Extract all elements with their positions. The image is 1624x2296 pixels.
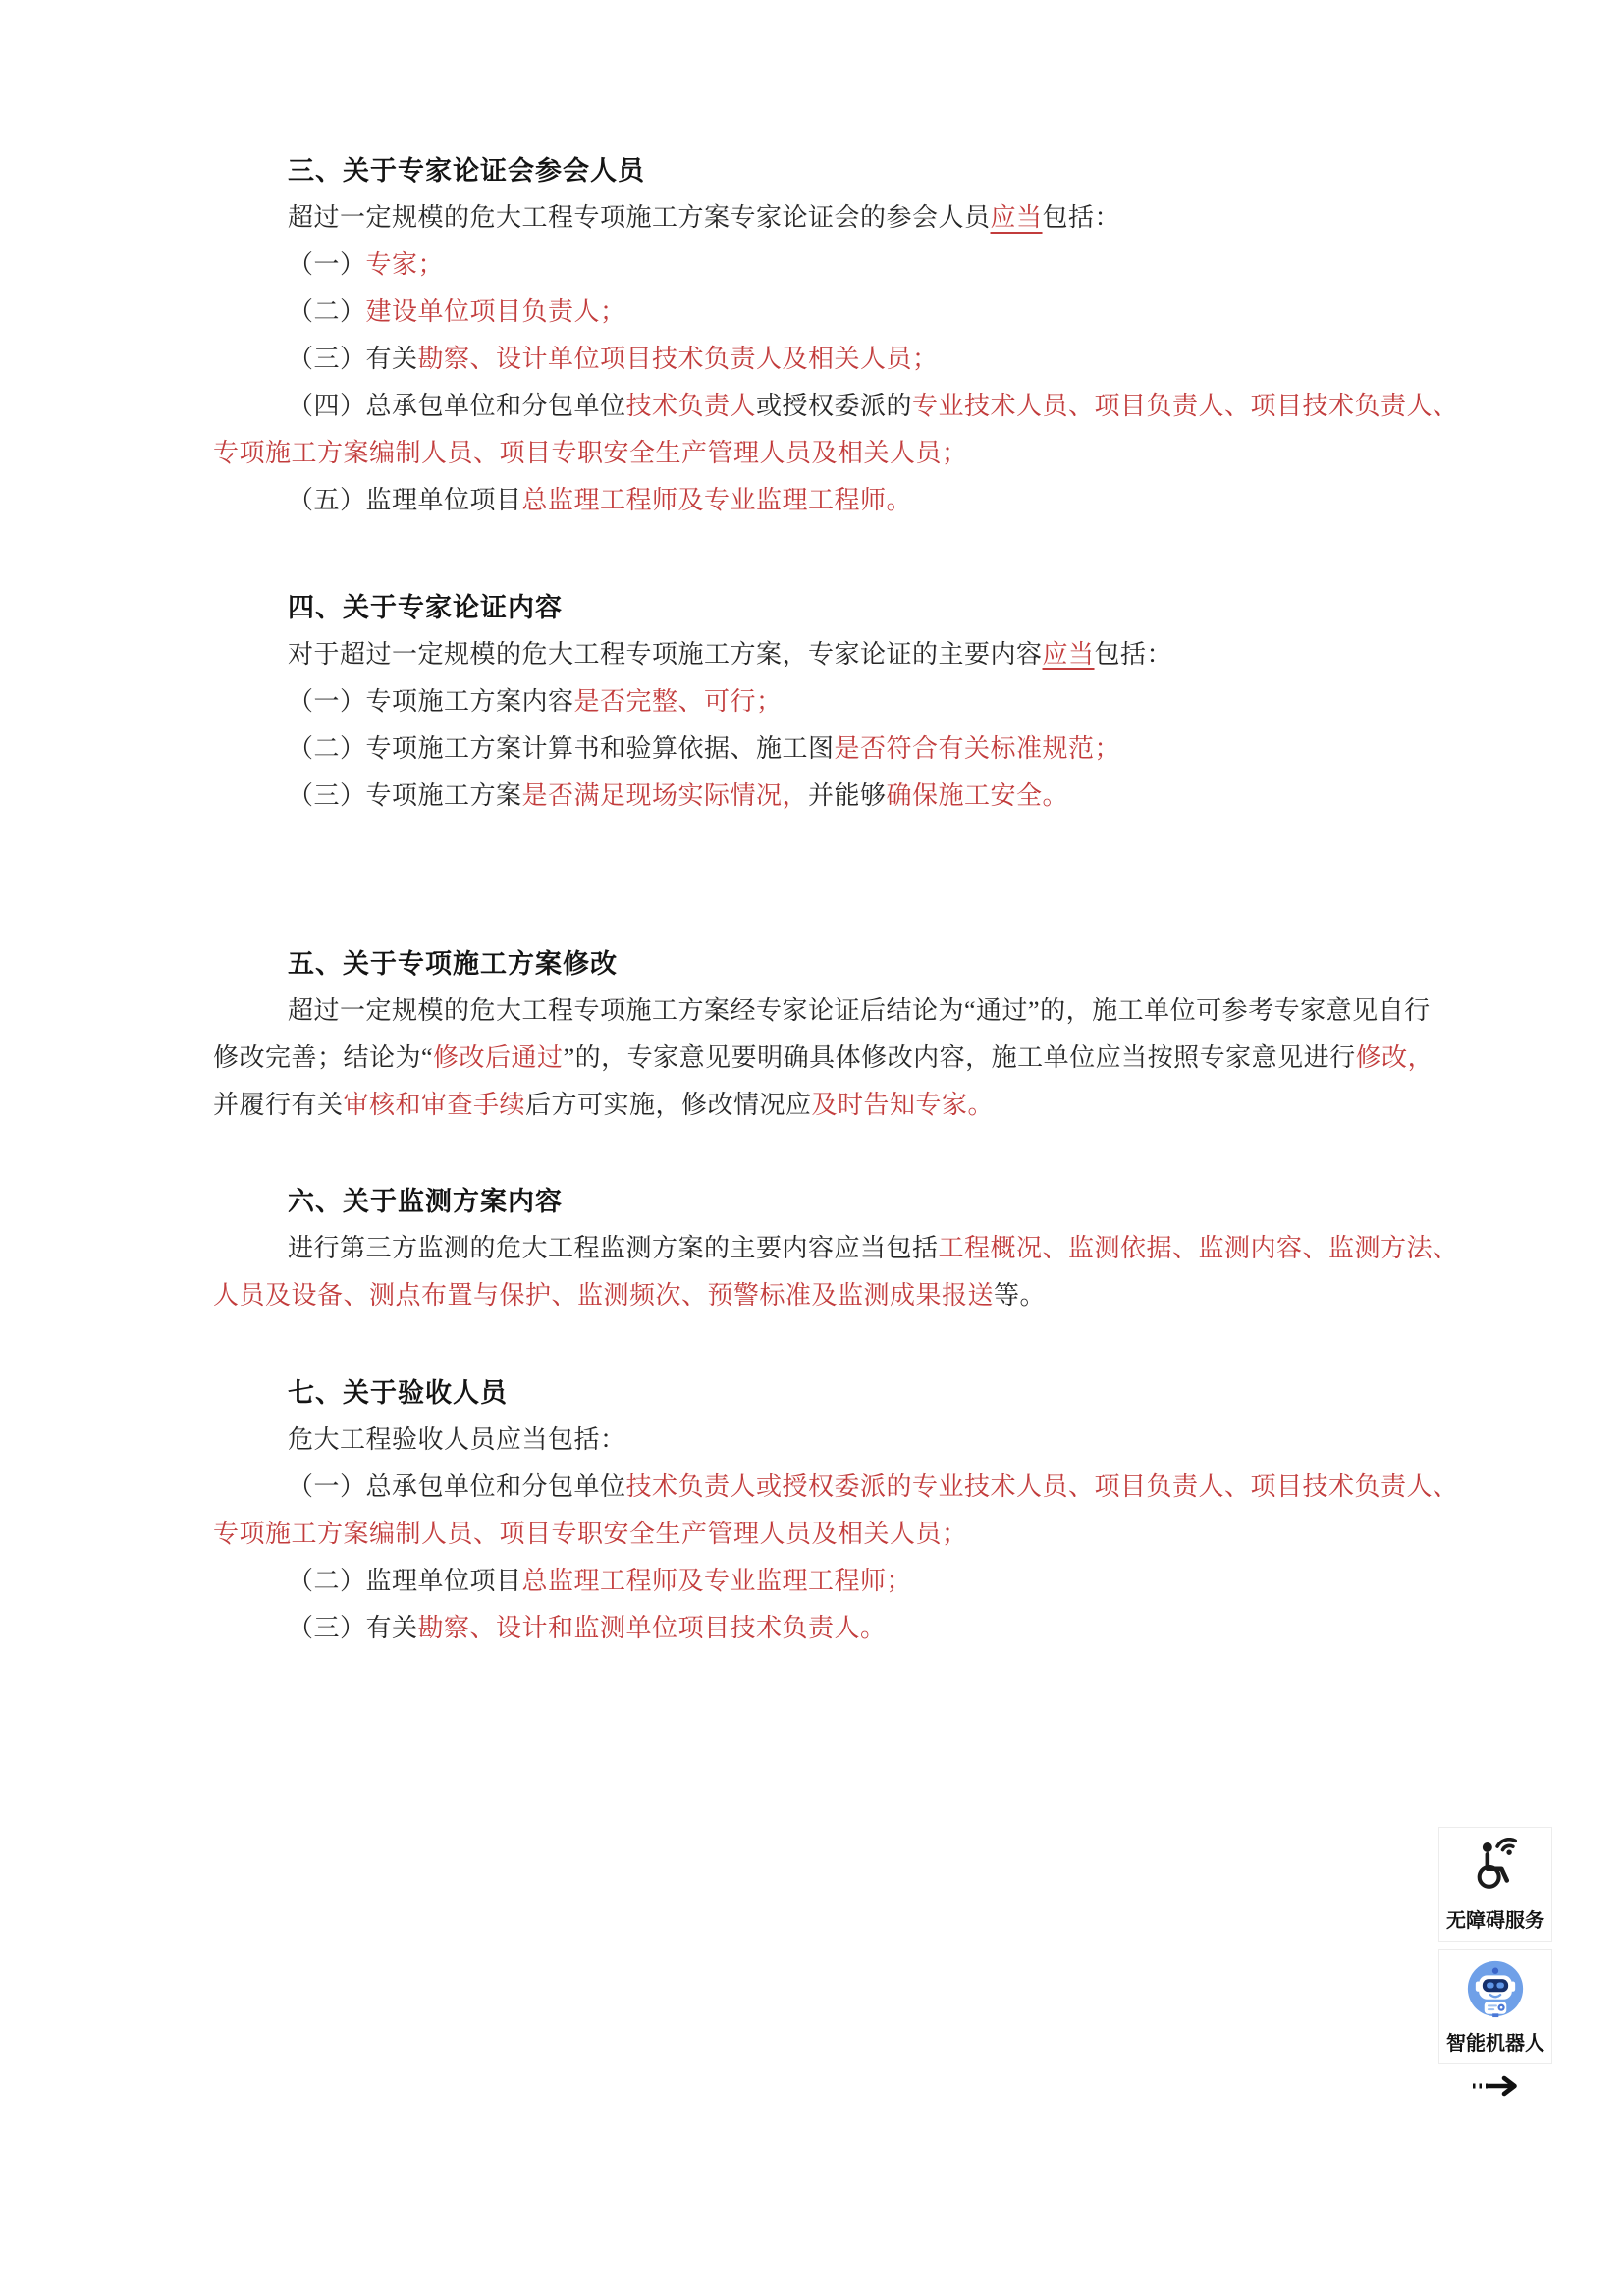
doc-section	[213, 1178, 1509, 1319]
body-text: 包括：	[1094, 640, 1173, 668]
highlighted-text: 应当	[990, 203, 1043, 232]
body-text: ”的，专家意见要明确具体修改内容，施工单位应当按照专家意见进行	[563, 1043, 1356, 1072]
body-text: （三）专项施工方案	[288, 781, 522, 810]
section4-item-2	[213, 725, 1509, 773]
highlighted-text: 专家；	[365, 250, 445, 279]
doc-section	[213, 584, 1509, 820]
body-text: 对于超过一定规模的危大工程专项施工方案，专家论证的主要内容	[288, 640, 1043, 668]
section3-item-1	[213, 241, 1509, 289]
body-text: （四）总承包单位和分包单位	[288, 392, 626, 420]
highlighted-text: 技术负责人	[625, 392, 757, 420]
highlighted-text: 专业技术人员、项目负责人、项目技术负责人、	[912, 392, 1459, 420]
body-text: 并能够	[808, 781, 887, 810]
doc-section	[213, 940, 1509, 1129]
wheelchair-signal-icon	[1465, 1836, 1526, 1896]
section7-item-2	[213, 1558, 1509, 1605]
body-text: 并履行有关	[213, 1091, 344, 1119]
body-text: 等。	[994, 1281, 1047, 1309]
highlighted-text: 总监理工程师及专业监理工程师；	[521, 1567, 913, 1595]
section7-item-1	[213, 1464, 1509, 1558]
section7-item-3	[213, 1605, 1509, 1652]
highlighted-text: 应当	[1042, 640, 1095, 668]
robot-widget-label: 智能机器人	[1446, 2033, 1544, 2055]
section-heading: 七、关于验收人员	[288, 1378, 508, 1408]
highlighted-text: 勘察、设计和监测单位项目技术负责人。	[417, 1614, 887, 1642]
section-heading: 五、关于专项施工方案修改	[288, 949, 618, 979]
highlighted-text: 确保施工安全。	[886, 781, 1069, 810]
highlighted-text: 人员及设备、测点布置与保护、监测频次、预警标准及监测成果报送	[213, 1281, 995, 1309]
section7-intro	[213, 1416, 1509, 1464]
section3-item-2	[213, 289, 1509, 336]
body-text: （五）监理单位项目	[288, 486, 522, 514]
highlighted-text: 修改后通过	[433, 1043, 564, 1072]
highlighted-text: 专项施工方案编制人员、项目专职安全生产管理人员及相关人员；	[213, 1520, 968, 1548]
document-content	[213, 147, 1509, 1652]
collapse-widgets-arrow-button[interactable]	[1470, 2073, 1521, 2101]
highlighted-text: 勘察、设计单位项目技术负责人及相关人员；	[417, 345, 939, 373]
highlighted-text: 修改，	[1355, 1043, 1435, 1072]
section-heading: 六、关于监测方案内容	[288, 1187, 563, 1216]
section-heading: 三、关于专家论证会参会人员	[288, 156, 645, 186]
section-heading: 四、关于专家论证内容	[288, 593, 563, 622]
section3-intro	[213, 194, 1509, 241]
highlighted-text: 是否完整、可行；	[573, 687, 783, 716]
section3-item-5	[213, 477, 1509, 524]
body-text: （一）总承包单位和分包单位	[288, 1472, 626, 1501]
highlighted-text: 技术负责人或授权委派的专业技术人员、项目负责人、项目技术负责人、	[625, 1472, 1459, 1501]
body-text: 超过一定规模的危大工程专项施工方案专家论证会的参会人员	[288, 203, 991, 232]
accessibility-widget-label: 无障碍服务	[1446, 1910, 1544, 1932]
body-text: 修改完善；结论为“	[213, 1043, 434, 1072]
section3-item-3	[213, 336, 1509, 383]
body-text: 超过一定规模的危大工程专项施工方案经专家论证后结论为“通过”的，施工单位可参考专家意见自行	[288, 996, 1431, 1025]
highlighted-text: 建设单位项目负责人；	[365, 297, 626, 326]
section3-item-4	[213, 383, 1509, 477]
body-text: 进行第三方监测的危大工程监测方案的主要内容应当包括	[288, 1234, 939, 1262]
accessibility-widget[interactable]	[1438, 1827, 1552, 1942]
robot-widget[interactable]	[1438, 1949, 1552, 2064]
body-text: 或授权委派的	[756, 392, 913, 420]
robot-icon	[1465, 1958, 1526, 2019]
highlighted-text: 工程概况、监测依据、监测内容、监测方法、	[938, 1234, 1459, 1262]
highlighted-text: 专项施工方案编制人员、项目专职安全生产管理人员及相关人员；	[213, 439, 968, 467]
body-text: （三）有关	[288, 1614, 418, 1642]
doc-section	[213, 1369, 1509, 1652]
dashed-right-arrow-icon	[1470, 2074, 1521, 2101]
body-text: 包括：	[1042, 203, 1121, 232]
section4-item-3	[213, 773, 1509, 820]
body-text: 危大工程验收人员应当包括：	[288, 1425, 626, 1454]
body-text: （二）	[288, 297, 366, 326]
body-text: （一）专项施工方案内容	[288, 687, 574, 716]
section5-paragraph	[213, 988, 1509, 1129]
highlighted-text: 及时告知专家。	[811, 1091, 995, 1119]
body-text: （三）有关	[288, 345, 418, 373]
highlighted-text: 总监理工程师及专业监理工程师。	[521, 486, 913, 514]
section4-intro	[213, 631, 1509, 678]
body-text: （二）专项施工方案计算书和验算依据、施工图	[288, 734, 835, 763]
highlighted-text: 是否满足现场实际情况，	[521, 781, 809, 810]
body-text: 后方可实施，修改情况应	[525, 1091, 812, 1119]
section4-item-1	[213, 678, 1509, 725]
doc-section	[213, 147, 1509, 524]
section6-paragraph	[213, 1225, 1509, 1319]
highlighted-text: 是否符合有关标准规范；	[834, 734, 1121, 763]
body-text: （一）	[288, 250, 366, 279]
body-text: （二）监理单位项目	[288, 1567, 522, 1595]
highlighted-text: 审核和审查手续	[343, 1091, 526, 1119]
